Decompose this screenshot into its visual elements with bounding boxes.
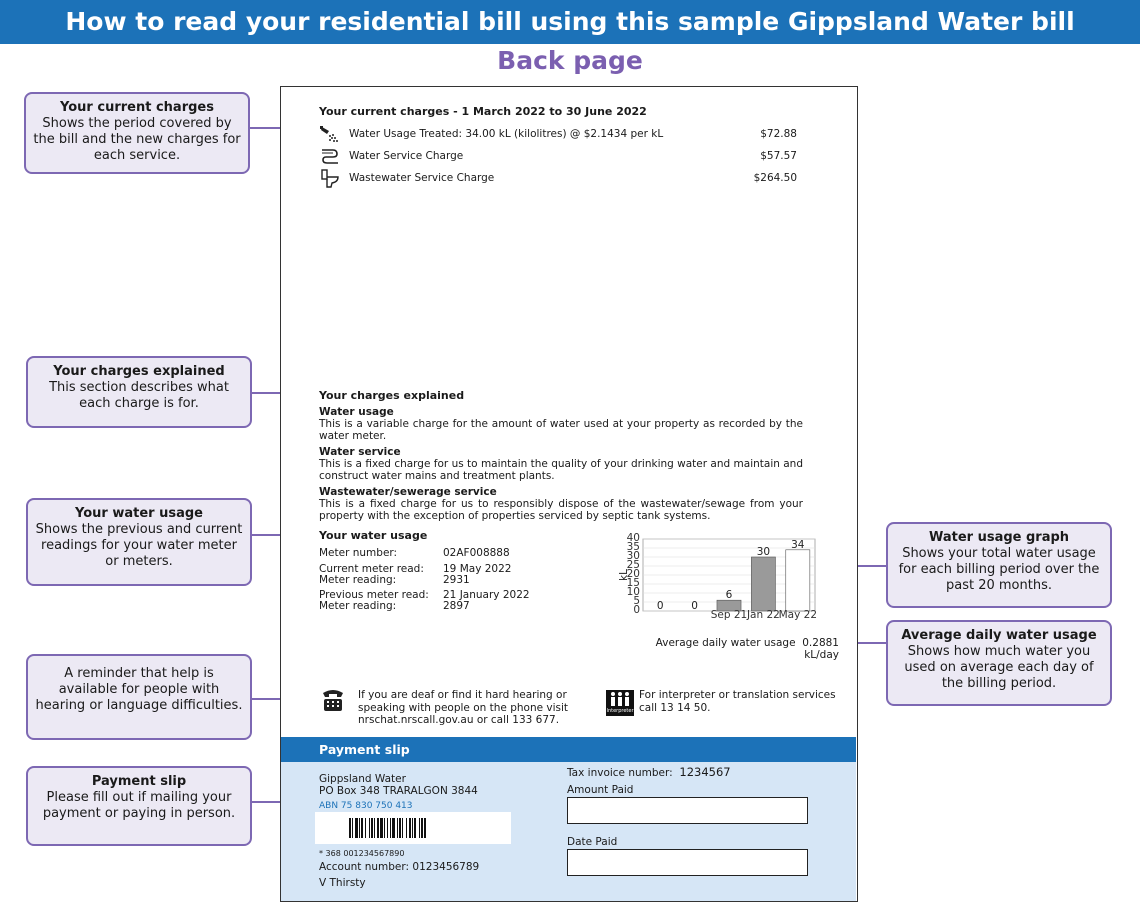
callout-body: Shows the previous and current readings for your water meter or meters. — [35, 522, 243, 569]
water-usage-title: Your water usage — [319, 529, 428, 542]
barcode-bar — [397, 818, 398, 838]
barcode-bar — [406, 818, 407, 838]
barcode-bar — [402, 818, 403, 838]
page-banner-title: How to read your residential bill using this sample Gippsland Water bill — [0, 0, 1140, 44]
current-reading-value: 2931 — [443, 574, 470, 586]
slip-customer-name: V Thirsty — [319, 877, 366, 889]
page-subtitle: Back page — [497, 46, 643, 75]
previous-read-label: Previous meter read: — [319, 589, 429, 601]
charge-description: Water Usage Treated: 34.00 kL (kilolitres) @ $2.1434 per kL — [349, 128, 664, 140]
callout-usage-graph — [886, 522, 1112, 608]
y-tick-label: 30 — [626, 550, 640, 562]
charge-row — [317, 146, 797, 166]
callout-water-usage — [26, 498, 252, 586]
tax-invoice-number: 1234567 — [679, 765, 731, 779]
explained-text: This is a fixed charge for us to responsibly dispose of the wastewater/sewage from your property with the exception of properties serviced by septic tank systems. — [319, 498, 803, 522]
charge-amount: $57.57 — [760, 150, 797, 162]
barcode-bar — [359, 818, 360, 838]
callout-body: This section describes what each charge is for. — [49, 380, 229, 411]
bar-value-label: 6 — [725, 589, 733, 602]
barcode-bar — [390, 818, 391, 838]
current-read-label: Current meter read: — [319, 563, 424, 575]
explained-wastewater — [319, 486, 803, 522]
barcode — [315, 812, 511, 844]
x-tick-label: May 22 — [778, 609, 818, 621]
barcode-bar — [384, 818, 385, 838]
callout-charges-explained — [26, 356, 252, 428]
amount-paid-label: Amount Paid — [567, 784, 634, 796]
explained-text: This is a fixed charge for us to maintain the quality of your drinking water and maintain and construct water mains and treatment plants. — [319, 458, 803, 482]
y-tick-label: 35 — [626, 541, 640, 553]
shower-icon — [317, 124, 343, 144]
barcode-bar — [374, 818, 375, 838]
charge-amount: $264.50 — [753, 172, 797, 184]
barcode-bar — [424, 818, 426, 838]
barcode-bar — [380, 818, 383, 838]
interpreter-icon-label: Interpreter — [606, 708, 634, 714]
explained-heading: Water usage — [319, 406, 394, 418]
callout-title: Payment slip — [91, 774, 187, 789]
account-number-label: Account number: — [319, 861, 410, 873]
interpreter-help-text: For interpreter or translation services call 13 14 50. — [639, 689, 836, 714]
meter-number-label: Meter number: — [319, 547, 398, 559]
y-tick-label: 10 — [626, 586, 640, 598]
average-usage-value: 0.2881 kL/day — [802, 637, 839, 661]
tax-invoice-row — [567, 766, 731, 779]
x-tick-label: Jan 22 — [746, 609, 780, 621]
y-tick-label: 20 — [626, 568, 640, 580]
charge-row — [317, 124, 797, 144]
charge-amount: $72.88 — [760, 128, 797, 140]
barcode-bar — [387, 818, 388, 838]
callout-body: Shows the period covered by the bill and the new charges for each service. — [33, 116, 241, 163]
previous-read-date: 21 January 2022 — [443, 589, 530, 601]
current-read-row — [319, 563, 579, 589]
tty-phone-icon — [321, 687, 345, 713]
barcode-bar — [419, 818, 420, 838]
sample-bill-page — [280, 86, 858, 902]
callout-title: Your current charges — [60, 100, 214, 115]
slip-address: PO Box 348 TRARALGON 3844 — [319, 785, 478, 797]
barcode-bar — [369, 818, 370, 838]
barcode-bar — [412, 818, 413, 838]
callout-average-daily — [886, 620, 1112, 706]
average-usage-label: Average daily water usage — [655, 637, 796, 649]
barcode-bar — [371, 818, 373, 838]
water-pipe-icon — [317, 146, 343, 166]
callout-title: Average daily water usage — [901, 628, 1097, 643]
slip-org-name: Gippsland Water — [319, 773, 406, 785]
callout-body: A reminder that help is available for people with hearing or language difficulties. — [35, 666, 243, 713]
callout-title: Your water usage — [75, 506, 203, 521]
y-tick-label: 5 — [633, 595, 640, 607]
slip-account-row — [319, 861, 479, 873]
amount-paid-field[interactable] — [567, 797, 808, 824]
current-read-date: 19 May 2022 — [443, 563, 512, 575]
explained-water-service — [319, 446, 803, 482]
tax-invoice-label: Tax invoice number: — [567, 767, 673, 779]
payment-slip — [281, 762, 856, 901]
interpreter-icon — [606, 690, 634, 716]
bar-value-label: 30 — [756, 546, 771, 558]
charge-row — [317, 168, 797, 188]
x-tick-label: Sep 21 — [710, 609, 748, 621]
barcode-bar — [414, 818, 416, 838]
barcode-bar — [399, 818, 401, 838]
charges-explained-title: Your charges explained — [319, 389, 465, 402]
explained-heading: Wastewater/sewerage service — [319, 486, 497, 498]
bar-value-label: 0 — [656, 600, 664, 612]
date-paid-field[interactable] — [567, 849, 808, 876]
barcode-bar — [361, 818, 363, 838]
callout-help-reminder — [26, 654, 252, 740]
bar-value-label: 0 — [691, 600, 698, 612]
barcode-bar — [349, 818, 351, 838]
meter-number-row — [319, 547, 579, 561]
barcode-bar — [377, 818, 379, 838]
previous-read-row — [319, 589, 579, 615]
callout-title: Your charges explained — [53, 364, 225, 379]
meter-reading-label: Meter reading: — [319, 574, 397, 586]
callout-current-charges — [24, 92, 250, 174]
slip-barcode-ref: * 368 001234567890 — [319, 849, 405, 858]
y-axis-label: kL — [618, 569, 630, 581]
barcode-bar — [421, 818, 423, 838]
chart-bar — [751, 557, 775, 611]
toilet-icon — [317, 168, 343, 188]
explained-heading: Water service — [319, 446, 401, 458]
barcode-bar — [409, 818, 411, 838]
y-tick-label: 0 — [633, 604, 640, 616]
callout-payment-slip — [26, 766, 252, 846]
callout-body: Shows how much water you used on average each day of the billing period. — [904, 644, 1094, 691]
account-number-value: 0123456789 — [412, 861, 480, 873]
current-charges-title: Your current charges - 1 March 2022 to 30 June 2022 — [319, 105, 647, 118]
payment-slip-title: Payment slip — [319, 742, 410, 757]
y-tick-label: 25 — [626, 559, 640, 571]
charge-description: Water Service Charge — [349, 150, 464, 162]
explained-water-usage — [319, 406, 803, 442]
bar-value-label: 34 — [791, 538, 805, 551]
date-paid-label: Date Paid — [567, 836, 618, 848]
payment-slip-header — [281, 737, 856, 762]
previous-reading-value: 2897 — [443, 600, 470, 612]
barcode-bar — [352, 818, 353, 838]
chart-bar — [786, 550, 810, 611]
water-usage-chart — [615, 533, 825, 625]
barcode-bar — [392, 818, 395, 838]
y-tick-label: 40 — [626, 533, 640, 544]
meter-number-value: 02AF008888 — [443, 547, 510, 559]
barcode-bar — [355, 818, 358, 838]
callout-body: Please fill out if mailing your payment or paying in person. — [42, 790, 236, 821]
slip-abn: ABN 75 830 750 413 — [319, 801, 413, 811]
callout-title: Water usage graph — [928, 530, 1070, 545]
average-daily-usage — [619, 637, 839, 661]
meter-reading-label: Meter reading: — [319, 600, 397, 612]
y-tick-label: 15 — [626, 577, 640, 589]
charge-description: Wastewater Service Charge — [349, 172, 495, 184]
barcode-bar — [365, 818, 366, 838]
explained-text: This is a variable charge for the amount of water used at your property as recorded by the water meter. — [319, 418, 803, 442]
hearing-help-text: If you are deaf or find it hard hearing or speaking with people on the phone visit nrschat.nrscall.gov.au or call 133 677. — [358, 689, 569, 726]
callout-body: Shows your total water usage for each billing period over the past 20 months. — [898, 546, 1100, 593]
